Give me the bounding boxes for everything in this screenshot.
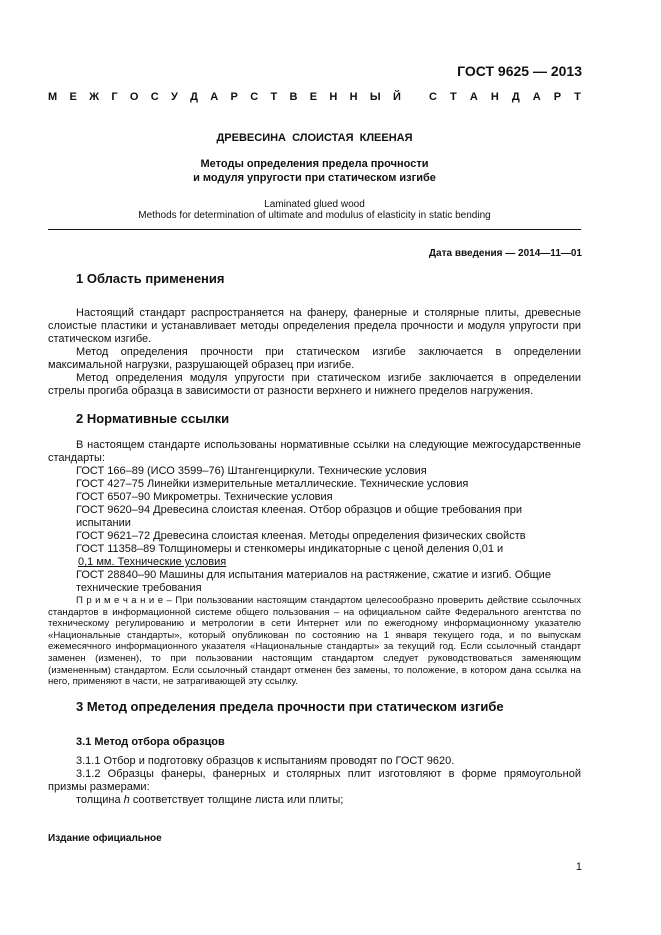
section3-body: [48, 755, 581, 807]
title-divider: [48, 229, 581, 230]
references-list: [76, 465, 581, 595]
section2-intro: В настоящем стандарте использованы нормативные ссылки на следующие межгосударственные стандарты:: [48, 439, 581, 464]
section3-1-heading: 3.1 Метод отбора образцов: [76, 736, 225, 748]
banner-letter: Е: [69, 91, 77, 103]
banner-letter: Ж: [89, 91, 100, 103]
page-number: 1: [575, 861, 582, 873]
section3-heading: 3 Метод определения предела прочности при статическом изгибе: [76, 699, 504, 714]
doc-subtitle-line2: и модуля упругости при статическом изгибе: [193, 172, 436, 184]
banner-letter: А: [532, 91, 541, 103]
section2-heading: 2 Нормативные ссылки: [76, 411, 230, 426]
banner-letter: Р: [230, 91, 238, 103]
section1-p1: Настоящий стандарт распространяется на фанеру, фанерные и столярные плиты, древесные слоистые пластики и устанавливает методы определения предела прочности и модуля упругости при статическом изгибе.: [48, 307, 581, 345]
banner-letter: Е: [309, 91, 318, 103]
banner-letter: А: [469, 91, 478, 103]
section1-heading: 1 Область применения: [76, 271, 225, 286]
note-text: – При пользовании настоящим стандартом целесообразно проверить действие ссылочных стандартов в информационной системе общего пользования – на официальном сайте Федерального агентства по техническому регулированию и метрологии в сети Интернет или по ежегодному информационному указателю «Национальные стандарты», который опубликован по состоянию на 1 января текущего года, и по выпускам ежемесячного информационного указателя «Национальные стандарты» за текущий год. Если ссылочный стандарт заменен (изменен), то при пользовании настоящим стандартом следует руководствоваться заменяющим (измененным) стандартом. Если ссылочный стандарт отменен без замены, то положение, в котором дана ссылка на него, применяют в части, не затрагивающей эту ссылку.: [48, 595, 581, 688]
banner-letter: Ы: [369, 91, 381, 103]
banner-letter: Р: [553, 91, 562, 103]
banner-letter: М: [48, 91, 58, 103]
reference-line: ГОСТ 9621–72 Древесина слоистая клееная. Методы определения физических свойств: [76, 530, 526, 542]
banner-letter: У: [171, 91, 178, 103]
section1-paragraph: [48, 307, 581, 398]
banner-letter: Д: [190, 91, 198, 103]
intro-date: Дата введения — 2014—11—01: [428, 248, 582, 259]
banner-letter: Й: [392, 91, 401, 103]
reference-line: испытании: [76, 517, 131, 529]
doc-title-en-line1: Laminated glued wood: [264, 199, 365, 210]
banner-letter: С: [429, 91, 437, 103]
banner-letter: В: [289, 91, 298, 103]
p-3-1-2: 3.1.2 Образцы фанеры, фанерных и столярных плит изготовляют в форме прямоугольной призмы размерами:: [48, 768, 581, 793]
banner-letter: Т: [574, 91, 581, 103]
reference-line: ГОСТ 427–75 Линейки измерительные металлические. Технические условия: [76, 478, 469, 490]
doc-title: ДРЕВЕСИНА СЛОИСТАЯ КЛЕЕНАЯ: [216, 132, 413, 144]
thickness-symbol: h: [123, 794, 130, 806]
reference-line: ГОСТ 11358–89 Толщиномеры и стенкомеры индикаторные с ценой деления 0,01 и: [76, 543, 504, 555]
doc-title-en-line2: Methods for determination of ultimate and modulus of elasticity in static bending: [138, 210, 491, 221]
standard-word-standard: [429, 91, 581, 103]
thickness-text-a: толщина: [76, 794, 124, 806]
reference-line: ГОСТ 9620–94 Древесина слоистая клееная. Отбор образцов и общие требования при: [76, 504, 523, 516]
section2-note: [48, 595, 581, 688]
p-3-1-1: 3.1.1 Отбор и подготовку образцов к испытаниям проводят по ГОСТ 9620.: [76, 755, 455, 767]
standard-word-interstate: [48, 91, 401, 103]
banner-letter: Н: [490, 91, 499, 103]
banner-letter: О: [129, 91, 139, 103]
banner-letter: С: [150, 91, 159, 103]
banner-letter: Т: [270, 91, 278, 103]
banner-letter: Н: [349, 91, 358, 103]
banner-letter: А: [210, 91, 219, 103]
banner-letter: Г: [111, 91, 118, 103]
reference-line: технические требования: [76, 582, 202, 594]
banner-letter: Д: [511, 91, 520, 103]
doc-number: ГОСТ 9625 — 2013: [457, 63, 582, 79]
reference-line: 0,1 мм. Технические условия: [78, 556, 227, 568]
reference-line: ГОСТ 28840–90 Машины для испытания материалов на растяжение, сжатие и изгиб. Общие: [76, 569, 551, 581]
banner-letter: Н: [329, 91, 338, 103]
doc-subtitle-line1: Методы определения предела прочности: [200, 158, 429, 170]
note-label: П р и м е ч а н и е: [76, 595, 164, 606]
official-edition: Издание официальное: [48, 833, 162, 844]
thickness-text-b: соответствует толщине листа или плиты;: [129, 794, 344, 806]
reference-line: ГОСТ 6507–90 Микрометры. Технические условия: [76, 491, 333, 503]
banner-letter: Т: [450, 91, 457, 103]
section1-p3: Метод определения модуля упругости при статическом изгибе заключается в определении стрелы прогиба образца в зависимости от разности верхнего и нижнего пределов нагружения.: [48, 372, 581, 397]
banner-letter: С: [250, 91, 259, 103]
p-thickness: [48, 794, 581, 807]
section1-p2: Метод определения прочности при статическом изгибе заключается в определении максимальной нагрузки, разрушающей образец при изгибе.: [48, 346, 581, 371]
reference-line: ГОСТ 166–89 (ИСО 3599–76) Штангенциркули. Технические условия: [76, 465, 427, 477]
standard-banner: [48, 91, 581, 103]
